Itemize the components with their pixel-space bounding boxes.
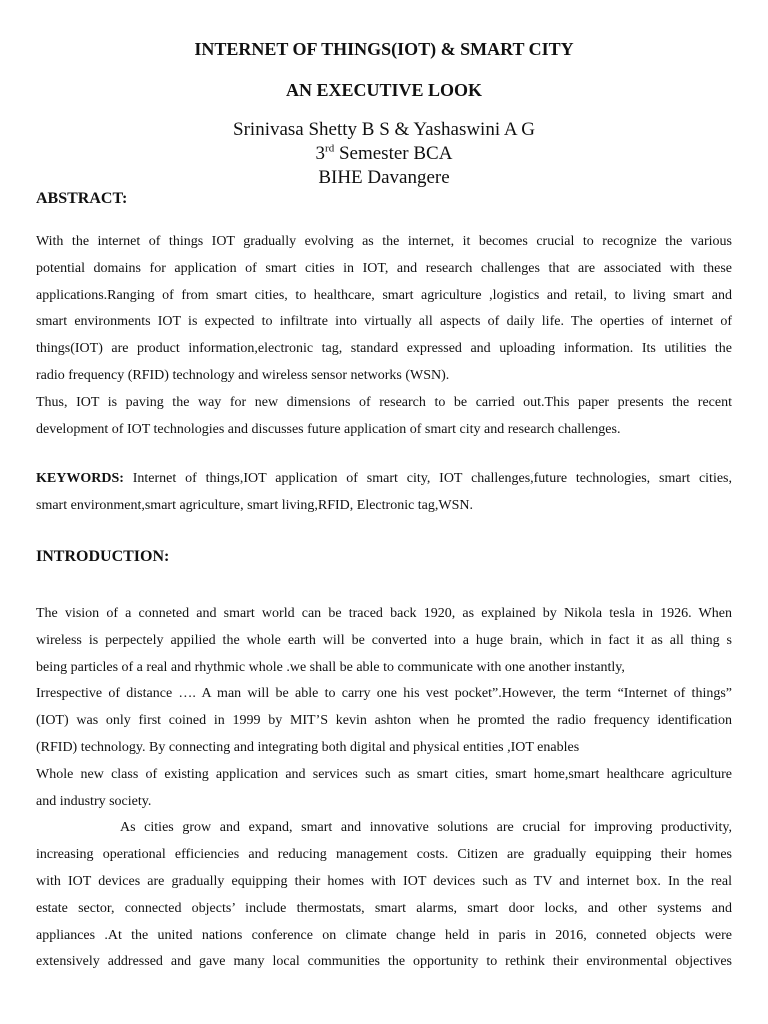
keywords-label: KEYWORDS:	[36, 471, 124, 486]
abstract-body	[36, 229, 732, 443]
abstract-line: development of IOT technologies and discusses future application of smart city and research challenges.	[36, 421, 621, 437]
intro-line: and industry society.	[36, 793, 152, 809]
intro-line: wireless is perpectely appilied the whole earth will be converted into a huge brain, which in fact it as all thing s	[36, 632, 732, 648]
paper-subtitle: AN EXECUTIVE LOOK	[285, 80, 483, 100]
keywords-line: smart environment,smart agriculture, smart living,RFID, Electronic tag,WSN.	[36, 497, 474, 513]
keywords-block	[36, 466, 732, 520]
intro-line: (RFID) technology. By connecting and integrating both digital and physical entities ,IOT enables	[36, 739, 580, 755]
abstract-line: radio frequency (RFID) technology and wireless sensor networks (WSN).	[36, 367, 450, 383]
abstract-line: Thus, IOT is paving the way for new dimensions of research to be carried out.This paper presents the recent	[36, 394, 732, 410]
abstract-line: With the internet of things IOT gradually evolving as the internet, it becomes crucial to recognize the various	[36, 234, 732, 249]
semester-number: 3	[315, 143, 326, 164]
intro-line: extensively addressed and gave many local communities the opportunity to rethink their environmental objectives	[36, 954, 732, 970]
semester	[0, 143, 768, 165]
keywords-line	[36, 466, 732, 493]
intro-line: with IOT devices are gradually equipping their homes with IOT devices such as TV and internet box. In the real	[36, 873, 732, 889]
abstract-heading: ABSTRACT:	[36, 190, 128, 207]
intro-line: As cities grow and expand, smart and innovative solutions are crucial for improving productivity,	[120, 820, 732, 836]
intro-line: appliances .At the united nations conference on climate change held in paris in 2016, conneted objects were	[36, 927, 732, 943]
abstract-line: potential domains for application of smart cities in IOT, and research challenges that are associated with these	[36, 260, 732, 276]
introduction-heading: INTRODUCTION:	[36, 548, 170, 565]
abstract-line: smart environments IOT is expected to infiltrate into virtually all aspects of daily life. The operties of internet of	[36, 314, 732, 330]
semester-text: Semester BCA	[334, 143, 453, 164]
intro-line: The vision of a conneted and smart world can be traced back 1920, as explained by Nikola tesla in 1926. When	[36, 606, 732, 621]
intro-line: estate sector, connected objects’ include thermostats, smart alarms, smart door locks, and other systems and	[36, 900, 732, 916]
keywords-text: Internet of things,IOT application of smart city, IOT challenges,future technologies, smart cities,	[123, 471, 732, 486]
semester-ordinal: rd	[325, 142, 335, 155]
intro-line: Whole new class of existing application and services such as smart cities, smart home,smart healthcare agriculture	[36, 766, 732, 782]
authors: Srinivasa Shetty B S & Yashaswini A G	[233, 119, 535, 140]
introduction-body	[36, 601, 732, 976]
intro-line: (IOT) was only first coined in 1999 by MIT’S kevin ashton when he promted the radio frequency identification	[36, 713, 732, 729]
abstract-line: applications.Ranging of from smart cities, to healthcare, smart agriculture ,logistics and retail, to living smart and	[36, 287, 732, 303]
paper-title: INTERNET OF THINGS(IOT) & SMART CITY	[194, 39, 574, 59]
abstract-line: things(IOT) are product information,electronic tag, standard expressed and uploading information. Its utilities the	[36, 341, 732, 357]
intro-line: increasing operational efficiencies and reducing management costs. Citizen are gradually equipping their homes	[36, 847, 732, 863]
institution: BIHE Davangere	[318, 167, 450, 188]
intro-line: being particles of a real and rhythmic whole .we shall be able to communicate with one another instantly,	[36, 659, 625, 675]
intro-line: Irrespective of distance …. A man will be able to carry one his vest pocket”.However, the term “Internet of things”	[36, 686, 732, 702]
